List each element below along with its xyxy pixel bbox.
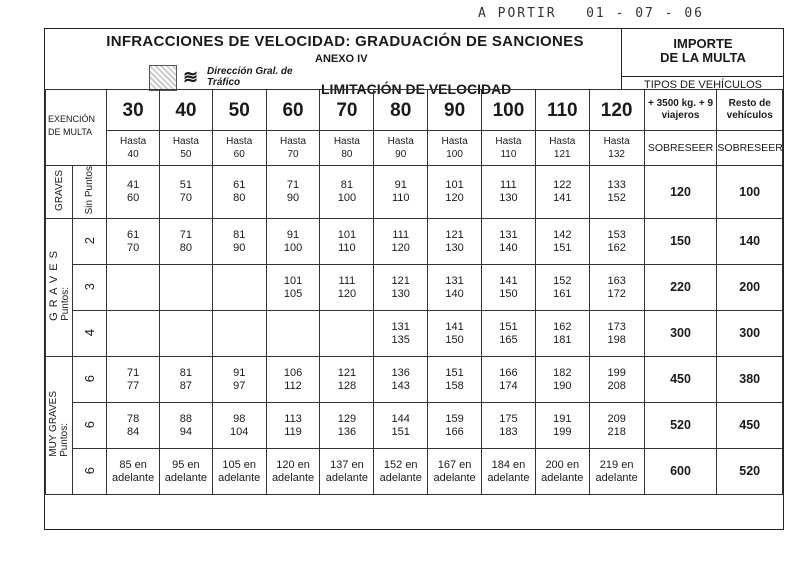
- speed-limit-cell: 100: [482, 90, 536, 131]
- sobreseer-cell-b: SOBRESEER: [717, 131, 783, 166]
- speed-range-cell: 81 100: [320, 166, 374, 219]
- sanctions-sheet: [44, 28, 784, 530]
- speed-range-cell: 111 120: [374, 219, 428, 265]
- fine-amount-header: [621, 29, 784, 89]
- sanction-row: [46, 219, 783, 265]
- points-cell: 6: [73, 357, 107, 403]
- speed-range-cell: 121 128: [320, 357, 374, 403]
- speed-range-cell: 159 166: [428, 403, 482, 449]
- fine-heavy-vehicle: 450: [644, 357, 717, 403]
- threshold-cell: Hasta 110: [482, 131, 536, 166]
- speed-range-cell: 162 181: [535, 311, 589, 357]
- speed-range-cell: 81 87: [160, 357, 213, 403]
- threshold-cell: Hasta 132: [589, 131, 644, 166]
- speed-range-cell: 95 en adelante: [160, 449, 213, 495]
- points-cell: 4: [73, 311, 107, 357]
- document-title: INFRACCIONES DE VELOCIDAD: GRADUACIÓN DE SANCIONES: [106, 33, 584, 50]
- heavy-vehicle-header: + 3500 kg. + 9 viajeros: [644, 90, 717, 131]
- fine-other-vehicle: 300: [717, 311, 783, 357]
- threshold-row: [46, 131, 783, 166]
- speed-range-cell: 131 140: [428, 265, 482, 311]
- speed-range-cell: 81 90: [212, 219, 266, 265]
- speed-range-cell: 91 110: [374, 166, 428, 219]
- speed-range-cell: [160, 265, 213, 311]
- speed-range-cell: 184 en adelante: [482, 449, 536, 495]
- threshold-cell: Hasta 40: [107, 131, 160, 166]
- threshold-cell: Hasta 50: [160, 131, 213, 166]
- threshold-cell: Hasta 70: [266, 131, 320, 166]
- speed-range-cell: 141 150: [428, 311, 482, 357]
- traffic-logo-icon: ≋: [183, 67, 199, 87]
- speed-limit-cell: 80: [374, 90, 428, 131]
- fine-other-vehicle: 200: [717, 265, 783, 311]
- speed-range-cell: 152 161: [535, 265, 589, 311]
- speed-limit-cell: 120: [589, 90, 644, 131]
- speed-range-cell: 141 150: [482, 265, 536, 311]
- speed-range-cell: 106 112: [266, 357, 320, 403]
- points-cell: 3: [73, 265, 107, 311]
- speed-range-cell: 153 162: [589, 219, 644, 265]
- speed-range-cell: 71 90: [266, 166, 320, 219]
- speed-range-cell: 122 141: [535, 166, 589, 219]
- fine-other-vehicle: 100: [717, 166, 783, 219]
- fine-other-vehicle: 380: [717, 357, 783, 403]
- vehicle-types-label: TIPOS DE VEHÍCULOS: [622, 76, 784, 91]
- fine-heavy-vehicle: 220: [644, 265, 717, 311]
- speed-range-cell: 131 135: [374, 311, 428, 357]
- speed-range-cell: 91 97: [212, 357, 266, 403]
- sanctions-table: [45, 89, 783, 495]
- sanction-row: [46, 265, 783, 311]
- speed-range-cell: [266, 311, 320, 357]
- no-points-label: Sin Puntos: [73, 166, 107, 219]
- exemption-label: EXENCIÓN DE MULTA: [46, 90, 107, 166]
- speed-range-cell: 41 60: [107, 166, 160, 219]
- threshold-cell: Hasta 90: [374, 131, 428, 166]
- fine-heavy-vehicle: 520: [644, 403, 717, 449]
- speed-range-cell: 175 183: [482, 403, 536, 449]
- speed-range-cell: 152 en adelante: [374, 449, 428, 495]
- speed-range-cell: 121 130: [374, 265, 428, 311]
- speed-range-cell: 71 77: [107, 357, 160, 403]
- speed-limit-heading: LIMITACIÓN DE VELOCIDAD: [321, 81, 512, 97]
- speed-range-cell: 182 190: [535, 357, 589, 403]
- speed-range-cell: [107, 265, 160, 311]
- speed-range-cell: 78 84: [107, 403, 160, 449]
- threshold-cell: Hasta 80: [320, 131, 374, 166]
- threshold-cell: Hasta 60: [212, 131, 266, 166]
- threshold-cell: Hasta 100: [428, 131, 482, 166]
- speed-range-cell: 200 en adelante: [535, 449, 589, 495]
- points-cell: 2: [73, 219, 107, 265]
- speed-range-cell: [212, 265, 266, 311]
- speed-range-cell: 144 151: [374, 403, 428, 449]
- speed-range-cell: [320, 311, 374, 357]
- graves-group-label: GRAVES: [46, 166, 73, 219]
- muy-graves-group-label: MUY GRAVESPuntos:: [46, 357, 73, 495]
- points-cell: 6: [73, 449, 107, 495]
- spain-crest-icon: [149, 65, 177, 91]
- speed-range-cell: 131 140: [482, 219, 536, 265]
- speed-range-cell: [107, 311, 160, 357]
- fine-heavy-vehicle: 150: [644, 219, 717, 265]
- speed-range-cell: 129 136: [320, 403, 374, 449]
- handwritten-date-note: A PORTIR 01 - 07 - 06: [478, 6, 705, 21]
- speed-limit-cell: 40: [160, 90, 213, 131]
- speed-range-cell: 219 en adelante: [589, 449, 644, 495]
- sanction-row: [46, 311, 783, 357]
- sanction-row: [46, 403, 783, 449]
- speed-range-cell: 137 en adelante: [320, 449, 374, 495]
- speed-range-cell: 173 198: [589, 311, 644, 357]
- points-cell: 6: [73, 403, 107, 449]
- speed-range-cell: 199 208: [589, 357, 644, 403]
- speed-range-cell: 111 120: [320, 265, 374, 311]
- speed-limit-cell: 30: [107, 90, 160, 131]
- speed-range-cell: 101 110: [320, 219, 374, 265]
- speed-limit-cell: 110: [535, 90, 589, 131]
- dgt-logo: [149, 65, 309, 91]
- fine-heavy-vehicle: 120: [644, 166, 717, 219]
- speed-range-cell: 167 en adelante: [428, 449, 482, 495]
- fine-other-vehicle: 520: [717, 449, 783, 495]
- speed-range-cell: 61 70: [107, 219, 160, 265]
- dgt-logo-text: Dirección Gral. de Tráfico: [207, 66, 293, 88]
- sanction-row: [46, 166, 783, 219]
- speed-range-cell: 88 94: [160, 403, 213, 449]
- speed-limit-cell: 70: [320, 90, 374, 131]
- speed-range-cell: 51 70: [160, 166, 213, 219]
- speed-limit-row: [46, 90, 783, 131]
- speed-range-cell: 151 165: [482, 311, 536, 357]
- speed-range-cell: 166 174: [482, 357, 536, 403]
- fine-heavy-vehicle: 600: [644, 449, 717, 495]
- speed-range-cell: 101 105: [266, 265, 320, 311]
- speed-range-cell: 105 en adelante: [212, 449, 266, 495]
- speed-limit-cell: 50: [212, 90, 266, 131]
- speed-range-cell: 121 130: [428, 219, 482, 265]
- speed-limit-cell: 60: [266, 90, 320, 131]
- speed-range-cell: 61 80: [212, 166, 266, 219]
- speed-range-cell: 133 152: [589, 166, 644, 219]
- sanction-row: [46, 449, 783, 495]
- speed-range-cell: 120 en adelante: [266, 449, 320, 495]
- graves-points-group-label: G R A V E SPuntos:: [46, 219, 73, 357]
- speed-range-cell: 151 158: [428, 357, 482, 403]
- sobreseer-cell-a: SOBRESEER: [644, 131, 717, 166]
- threshold-cell: Hasta 121: [535, 131, 589, 166]
- speed-range-cell: 98 104: [212, 403, 266, 449]
- speed-range-cell: [212, 311, 266, 357]
- speed-range-cell: 111 130: [482, 166, 536, 219]
- speed-range-cell: 142 151: [535, 219, 589, 265]
- fine-heavy-vehicle: 300: [644, 311, 717, 357]
- de-la-multa-label: DE LA MULTA: [660, 50, 746, 65]
- speed-range-cell: 191 199: [535, 403, 589, 449]
- speed-range-cell: 209 218: [589, 403, 644, 449]
- fine-other-vehicle: 450: [717, 403, 783, 449]
- speed-range-cell: 71 80: [160, 219, 213, 265]
- importe-label: IMPORTE: [673, 36, 733, 51]
- speed-range-cell: 113 119: [266, 403, 320, 449]
- speed-range-cell: 136 143: [374, 357, 428, 403]
- other-vehicle-header: Resto de vehículos: [717, 90, 783, 131]
- speed-range-cell: 91 100: [266, 219, 320, 265]
- annex-label: ANEXO IV: [315, 53, 368, 65]
- fine-other-vehicle: 140: [717, 219, 783, 265]
- speed-range-cell: [160, 311, 213, 357]
- speed-limit-cell: 90: [428, 90, 482, 131]
- sanction-row: [46, 357, 783, 403]
- speed-range-cell: 163 172: [589, 265, 644, 311]
- speed-range-cell: 85 en adelante: [107, 449, 160, 495]
- speed-range-cell: 101 120: [428, 166, 482, 219]
